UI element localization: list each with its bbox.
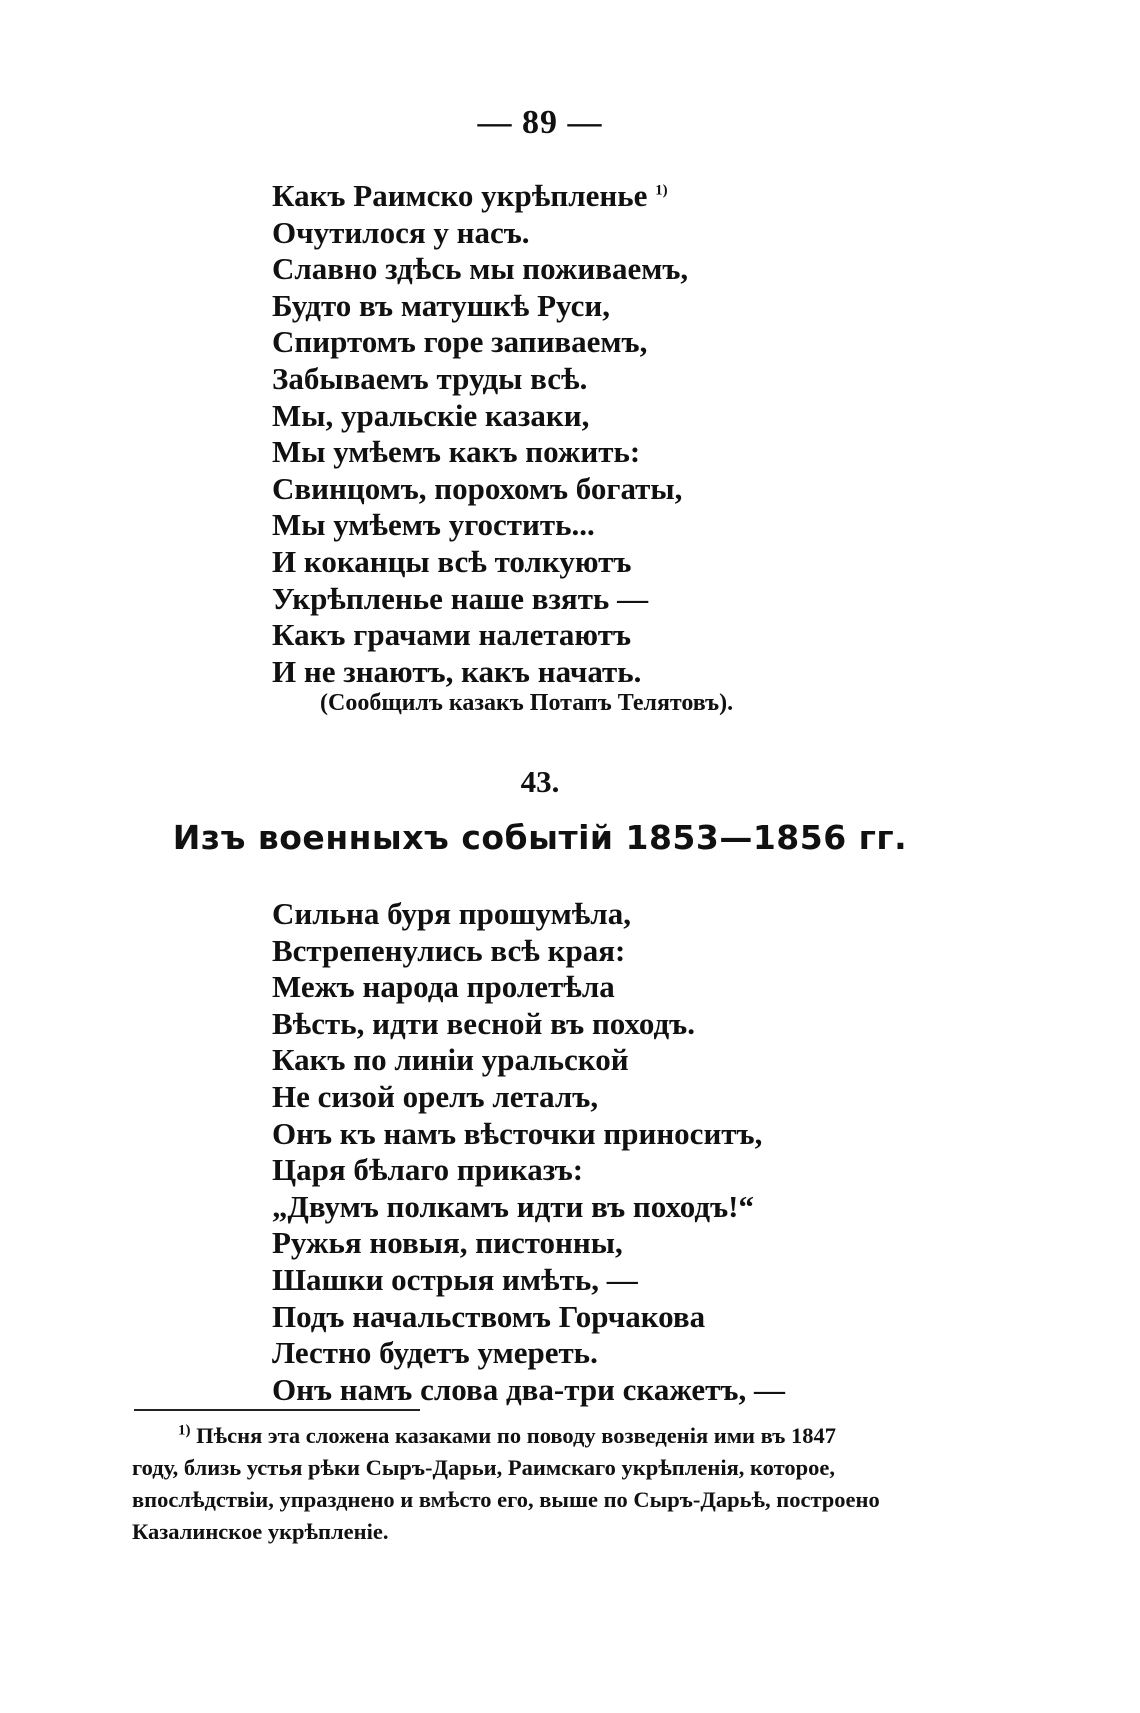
footnote-line: году, близь устья рѣки Сыръ-Дарьи, Раимскаго укрѣпленія, которое,	[132, 1455, 836, 1480]
poem-line: Вѣсть, идти весной въ походъ.	[272, 1005, 695, 1041]
poem-line: И коканцы всѣ толкуютъ	[272, 543, 632, 579]
poem-line: Не сизой орелъ леталъ,	[272, 1078, 599, 1114]
poem-line: Ружья новыя, пистонны,	[272, 1225, 623, 1261]
footnote-line: впослѣдствіи, упразднено и вмѣсто его, выше по Сыръ-Дарьѣ, построено	[132, 1487, 880, 1512]
poem-line: Мы умѣемъ угостить...	[272, 507, 595, 543]
poem-line: „Двумъ полкамъ идти въ походъ!“	[272, 1188, 754, 1224]
poem-line: Будто въ матушкѣ Руси,	[272, 287, 610, 323]
poem-line: Спиртомъ горе запиваемъ,	[272, 324, 648, 360]
poem-line: Лестно будетъ умереть.	[272, 1335, 598, 1371]
contributor-attribution: (Сообщилъ казакъ Потапъ Телятовъ).	[320, 690, 734, 716]
footnote-marker: 1)	[178, 1422, 191, 1439]
poem-line: Какъ Раимско укрѣпленье $^{1)}$	[272, 178, 668, 213]
poem-line: Забываемъ труды всѣ.	[272, 360, 588, 396]
poem-line: Укрѣпленье наше взять —	[272, 580, 649, 616]
poem-military-events	[272, 896, 785, 1408]
poem-raim-fortification	[272, 178, 688, 690]
footnote	[132, 1420, 952, 1548]
poem-line: Подъ начальствомъ Горчакова	[272, 1298, 706, 1334]
poem-line: Очутилося у насъ.	[272, 214, 530, 250]
poem-line: Встрепенулись всѣ края:	[272, 932, 626, 968]
poem-line: Какъ грачами налетаютъ	[272, 617, 632, 653]
poem-line: Свинцомъ, порохомъ богаты,	[272, 470, 683, 506]
footnote-reference: 1)	[655, 182, 668, 199]
poem-line: Какъ по линіи уральской	[272, 1042, 629, 1078]
footnote-line: $^{1)}$ Пѣсня эта сложена казаками по поводу возведенія ими въ 1847	[178, 1422, 836, 1448]
poem-line: Славно здѣсь мы поживаемъ,	[272, 251, 689, 287]
poem-line: Межъ народа пролетѣла	[272, 969, 615, 1005]
footnote-line: Казалинское укрѣпленіе.	[132, 1519, 389, 1544]
footnote-divider	[134, 1409, 420, 1411]
poem-line: Онъ намъ слова два-три скажетъ, —	[272, 1371, 785, 1407]
page-number: — 89 —	[477, 104, 603, 141]
song-title: Изъ военныхъ событій 1853—1856 гг.	[172, 818, 908, 857]
poem-line: Мы, уральскіе казаки,	[272, 397, 590, 433]
poem-line: Онъ къ намъ вѣсточки приноситъ,	[272, 1115, 763, 1151]
poem-line: И не знаютъ, какъ начать.	[272, 653, 642, 689]
poem-line: Сильна буря прошумѣла,	[272, 896, 631, 931]
poem-line: Царя бѣлаго приказъ:	[272, 1152, 584, 1188]
poem-line: Мы умѣемъ какъ пожить:	[272, 434, 641, 470]
song-number: 43.	[520, 764, 560, 799]
poem-line: Шашки острыя имѣть, —	[272, 1261, 638, 1297]
